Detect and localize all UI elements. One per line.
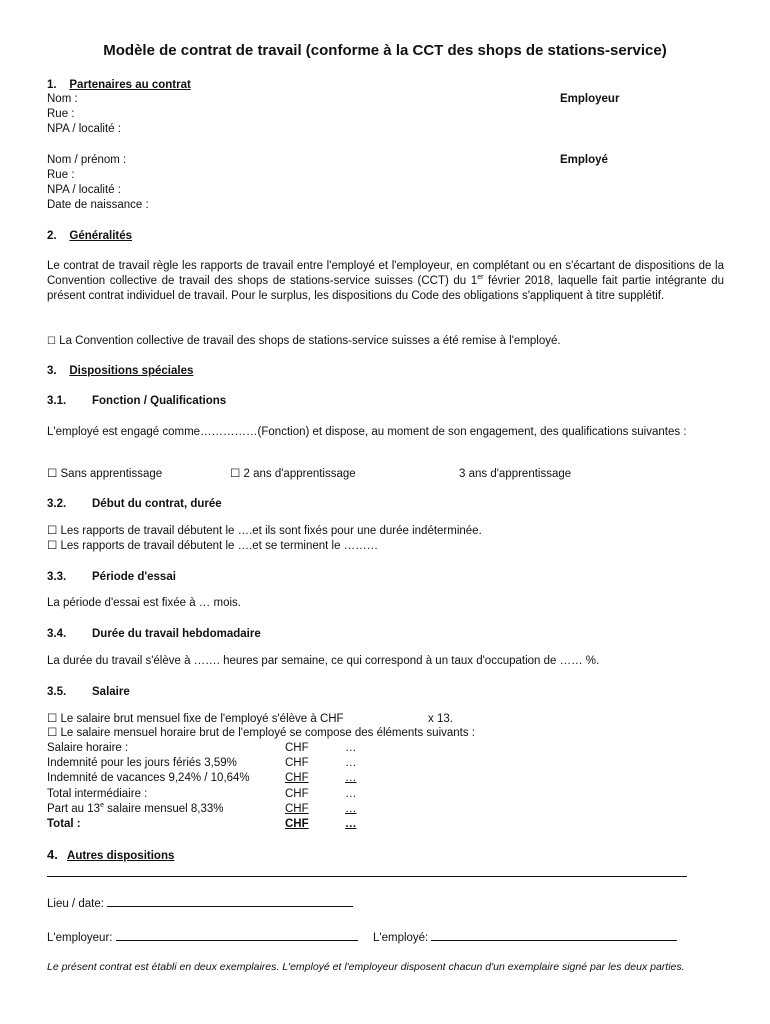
employer-street-field: Rue : bbox=[47, 108, 75, 120]
employer-label: Employeur bbox=[560, 93, 620, 105]
option-no-apprenticeship[interactable]: ☐ Sans apprentissage bbox=[47, 468, 163, 480]
employee-street-field: Rue : bbox=[47, 169, 75, 181]
superscript-e: e bbox=[100, 802, 104, 810]
contract-fixed-term-option[interactable]: ☐ Les rapports de travail débutent le ….et se terminent le ……… bbox=[47, 540, 379, 552]
employee-signature-label: L'employé: bbox=[373, 932, 429, 944]
section-1-title: Partenaires au contrat bbox=[69, 79, 191, 91]
salary-row-label: Salaire horaire : bbox=[47, 742, 129, 754]
place-date-label: Lieu / date: bbox=[47, 898, 104, 910]
section-1-heading bbox=[47, 78, 191, 93]
place-date-row bbox=[47, 895, 353, 912]
salary-row-value: … bbox=[345, 803, 357, 815]
section-4-number: 4. bbox=[47, 847, 58, 862]
section-1-number: 1. bbox=[47, 79, 57, 91]
section-3-3-number: 3.3. bbox=[47, 571, 67, 583]
cct-handed-over bbox=[47, 334, 561, 349]
section-3-title: Dispositions spéciales bbox=[69, 365, 194, 377]
superscript-er: er bbox=[477, 274, 484, 282]
salary-row-label: Indemnité de vacances 9,24% / 10,64% bbox=[47, 772, 250, 784]
salary-row-value: … bbox=[345, 818, 357, 830]
weekly-hours-text: La durée du travail s'élève à ……. heures par semaine, ce qui correspond à un taux d'occupation de …… %. bbox=[47, 655, 600, 667]
section-3-2-title: Début du contrat, durée bbox=[92, 498, 222, 510]
section-3-3-heading bbox=[47, 570, 176, 585]
salary-row-label-b: salaire mensuel 8,33% bbox=[103, 803, 224, 815]
section-3-5-heading bbox=[47, 685, 130, 700]
section-2-number: 2. bbox=[47, 230, 57, 242]
section-2-title: Généralités bbox=[69, 230, 133, 242]
section-4-title: Autres dispositions bbox=[67, 850, 175, 862]
contract-indefinite-option[interactable]: ☐ Les rapports de travail débutent le ….et ils sont fixés pour une durée indéterminée. bbox=[47, 525, 482, 537]
fixed-salary-option[interactable]: ☐ Le salaire brut mensuel fixe de l'employé s'élève à CHF bbox=[47, 713, 344, 725]
employee-signature-line[interactable] bbox=[431, 929, 677, 941]
salary-row-value: … bbox=[345, 772, 357, 784]
section-3-4-number: 3.4. bbox=[47, 628, 67, 640]
salary-row-total bbox=[47, 817, 377, 832]
salary-row-value: … bbox=[345, 788, 357, 800]
salary-row-currency: CHF bbox=[285, 757, 309, 769]
employee-city-field: NPA / localité : bbox=[47, 184, 121, 196]
section-3-5-title: Salaire bbox=[92, 686, 130, 698]
employer-signature-label: L'employeur: bbox=[47, 932, 113, 944]
salary-row-value: … bbox=[345, 742, 357, 754]
salary-row-vacation bbox=[47, 771, 377, 786]
cct-checkbox[interactable]: ☐ bbox=[47, 336, 56, 347]
salary-row-currency: CHF bbox=[285, 803, 309, 815]
employer-name-field: Nom : bbox=[47, 93, 78, 105]
section-4-heading bbox=[47, 847, 174, 864]
section-3-heading bbox=[47, 364, 193, 379]
trial-period-text: La période d'essai est fixée à … mois. bbox=[47, 597, 241, 609]
option-2-year-apprenticeship[interactable]: ☐ 2 ans d'apprentissage bbox=[230, 468, 356, 480]
salary-row-label: Total : bbox=[47, 818, 81, 830]
salary-row-subtotal bbox=[47, 787, 377, 802]
salary-row-currency: CHF bbox=[285, 788, 309, 800]
salary-row-label bbox=[47, 802, 224, 817]
employee-signature-row bbox=[373, 929, 677, 946]
salary-row-hourly bbox=[47, 741, 377, 756]
salary-row-label: Total intermédiaire : bbox=[47, 788, 148, 800]
section-3-2-heading bbox=[47, 497, 222, 512]
section-3-5-number: 3.5. bbox=[47, 686, 67, 698]
option-3-year-apprenticeship[interactable]: 3 ans d'apprentissage bbox=[459, 468, 572, 480]
salary-row-holidays bbox=[47, 756, 377, 771]
salary-row-13th bbox=[47, 802, 377, 817]
employee-birthdate-field: Date de naissance : bbox=[47, 199, 149, 211]
employer-city-field: NPA / localité : bbox=[47, 123, 121, 135]
other-provisions-line[interactable] bbox=[47, 876, 687, 877]
section-3-1-heading bbox=[47, 394, 227, 409]
hourly-salary-option[interactable]: ☐ Le salaire mensuel horaire brut de l'employé se compose des éléments suivants : bbox=[47, 727, 475, 739]
employer-signature-row bbox=[47, 929, 358, 946]
salary-row-label: Indemnité pour les jours fériés 3,59% bbox=[47, 757, 237, 769]
section-3-number: 3. bbox=[47, 365, 57, 377]
footer-note: Le présent contrat est établi en deux exemplaires. L'employé et l'employeur disposent chacun d'un exemplaire signé par les deux parties. bbox=[47, 961, 685, 973]
place-date-line[interactable] bbox=[107, 895, 353, 907]
salary-row-label-a: Part au 13 bbox=[47, 803, 101, 815]
section-3-1-number: 3.1. bbox=[47, 395, 67, 407]
salary-row-currency: CHF bbox=[285, 742, 309, 754]
section-3-4-title: Durée du travail hebdomadaire bbox=[92, 628, 261, 640]
employee-name-field: Nom / prénom : bbox=[47, 154, 127, 166]
employee-label: Employé bbox=[560, 154, 608, 166]
section-2-heading bbox=[47, 229, 132, 244]
section-3-3-title: Période d'essai bbox=[92, 571, 176, 583]
function-text: L'employé est engagé comme……………(Fonction) et dispose, au moment de son engagement, des qualifications suivantes : bbox=[47, 426, 687, 438]
employer-fields bbox=[47, 92, 121, 137]
salary-row-currency: CHF bbox=[285, 772, 309, 784]
employee-fields bbox=[47, 153, 149, 213]
general-text-part2: février 2018, laquelle fait partie intégrante du présent contrat individuel de travail. Pour le surplus, les dispositions du Code des obligations s'appliquent à titre supplétif. bbox=[47, 275, 725, 302]
section-3-1-title: Fonction / Qualifications bbox=[92, 395, 227, 407]
salary-row-value: … bbox=[345, 757, 357, 769]
general-paragraph bbox=[47, 259, 724, 304]
section-3-4-heading bbox=[47, 627, 261, 642]
general-text-part1: Le contrat de travail règle les rapports de travail entre l'employé et l'employeur, en complétant ou en s'écartant de dispositions de la Convention collective de travail des shops de stations-service suisses (CCT) du 1 bbox=[47, 260, 724, 287]
salary-multiplier: x 13. bbox=[428, 713, 453, 725]
cct-handed-over-text: La Convention collective de travail des shops de stations-service suisses a été remise à l'employé. bbox=[59, 335, 561, 347]
employer-signature-line[interactable] bbox=[116, 929, 358, 941]
section-3-2-number: 3.2. bbox=[47, 498, 67, 510]
salary-row-currency: CHF bbox=[285, 818, 309, 830]
page-title: Modèle de contrat de travail (conforme à la CCT des shops de stations-service) bbox=[103, 42, 667, 59]
